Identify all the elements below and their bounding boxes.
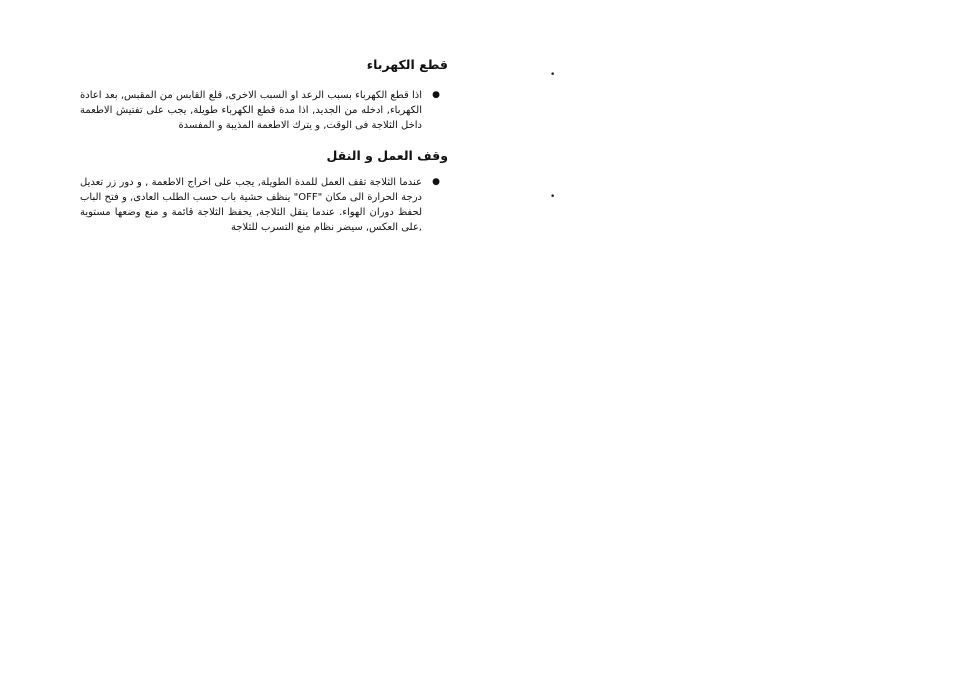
- margin-dot: •: [550, 192, 556, 202]
- section-heading-stop-and-transport: وقف العمل و النقل: [326, 148, 448, 163]
- bullet-item-power-outage: [80, 88, 448, 133]
- bullet-marker: ●: [432, 177, 440, 187]
- section-heading-power-outage: قطع الكهرباء: [366, 57, 448, 72]
- margin-dot: •: [550, 70, 556, 80]
- paragraph-power-outage: اذا قطع الكهرباء بسبب الرعد او السبب الاخرى, قلع القابس من المقبس, بعد اعادة الكهرباء, ادخله من الجديد, اذا مدة قطع الكهرباء طويلة, يجب على تفتيش الاطعمة داخل الثلاجة فى الوقت, و يترك الاطعمة المذيبة و المفسدة: [80, 90, 422, 131]
- text-column: [80, 56, 448, 235]
- bullet-marker: ●: [432, 90, 440, 100]
- paragraph-stop-and-transport: عندما الثلاجة تقف العمل للمدة الطويلة, يجب على اخراج الاطعمة , و دور زر تعديل درجة الحرارة الى مكان "OFF" ينظف حشية باب حسب الطلب العادى, و فتح الباب لحفظ دوران الهواء. عندما ينقل الثلاجة, يحفظ الثلاجة قائمة و منع وضعها مستوية ,على العكس, سيضر نظام منع التسرب للثلاجة: [80, 177, 422, 233]
- bullet-item-stop-and-transport: [80, 175, 448, 235]
